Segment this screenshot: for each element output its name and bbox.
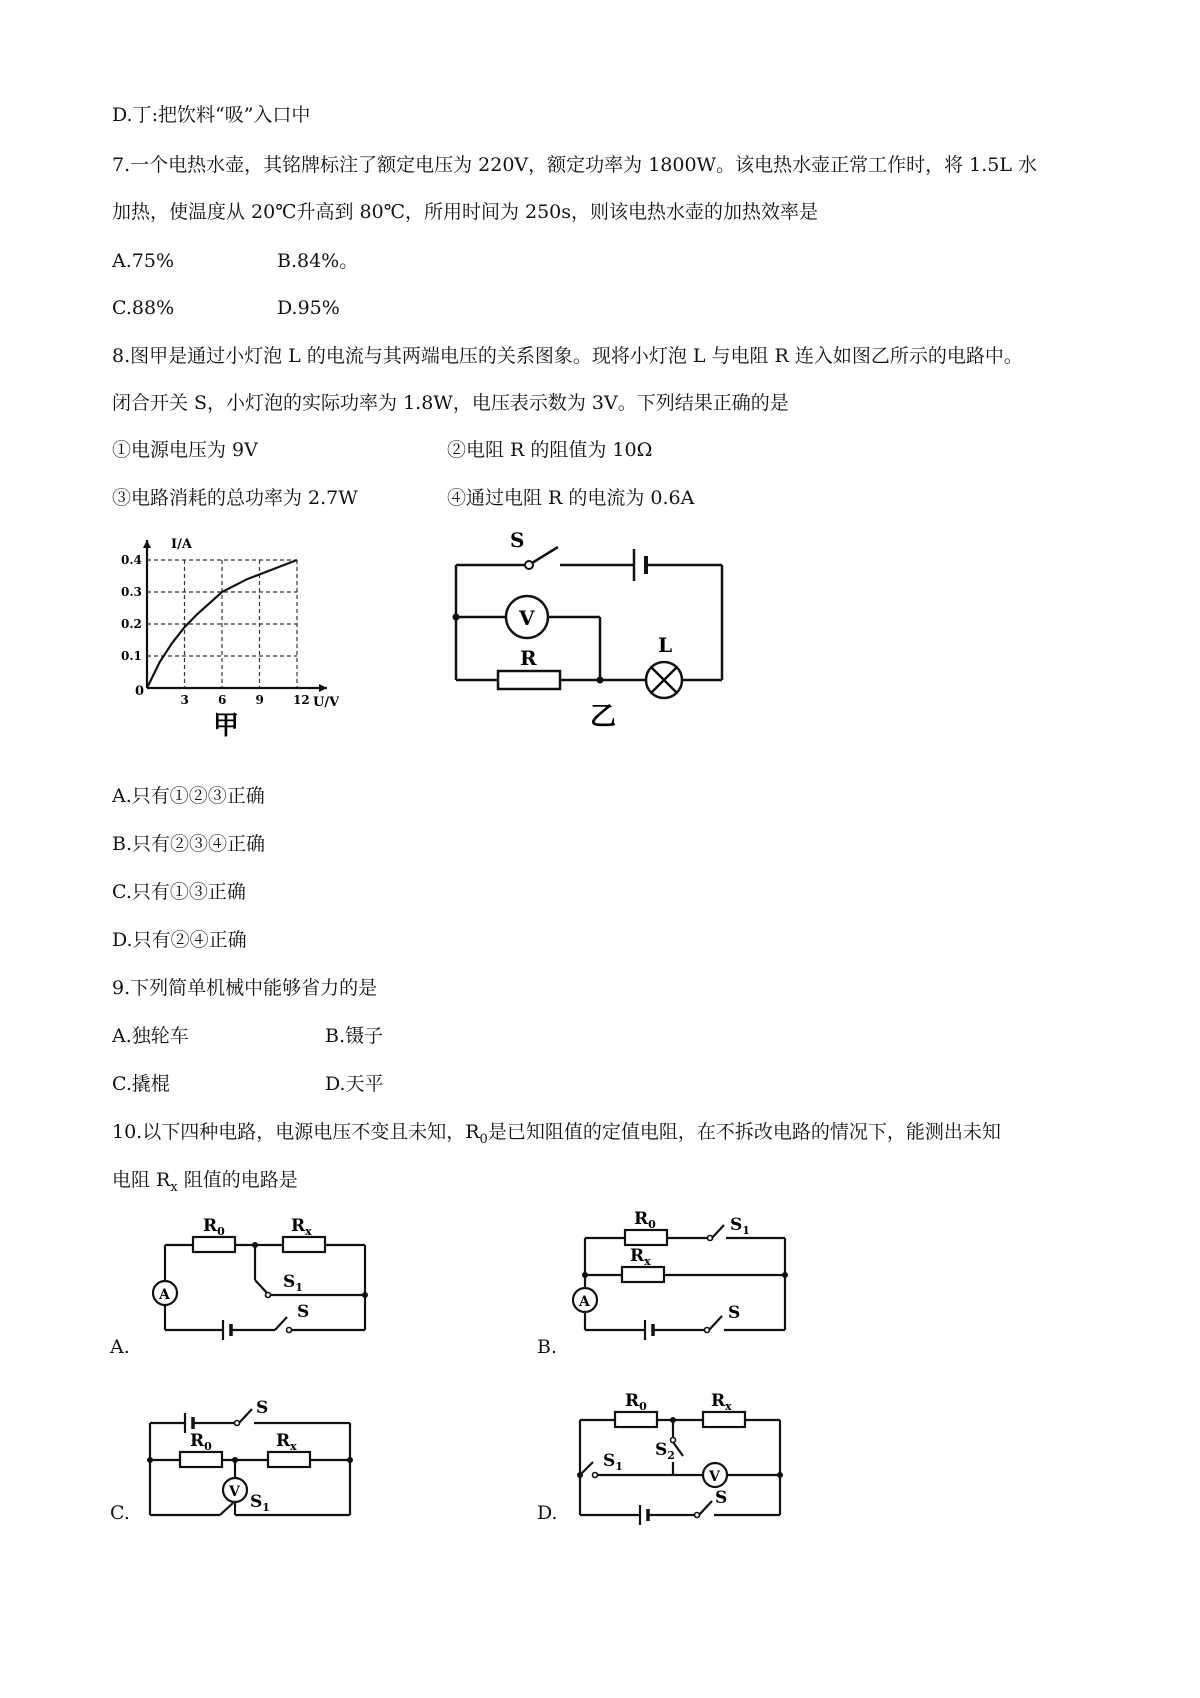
- circuit-lamp-label: L: [658, 633, 673, 657]
- q9-option-b: B.镊子: [325, 1025, 384, 1047]
- switch-s1-icon: [220, 1503, 233, 1515]
- svg-text:S2: $S_2$: [655, 1440, 675, 1462]
- q9-option-d: D.天平: [325, 1073, 384, 1095]
- q7-option-d: D.95%: [277, 297, 340, 319]
- y-tick-label: 0.3: [121, 585, 142, 599]
- svg-text:A: A: [579, 1294, 590, 1310]
- svg-text:S1: $S_1$: [603, 1451, 623, 1473]
- switch-s1-icon: [712, 1225, 724, 1238]
- circuit-switch-label: S: [510, 528, 525, 552]
- q10-option-b-letter: B.: [537, 1336, 558, 1358]
- q8-graph-jia: [105, 530, 355, 750]
- q10-circuit-a: [125, 1205, 385, 1355]
- rx-icon: [268, 1452, 310, 1467]
- svg-text:Rx: $R_x$: [711, 1391, 732, 1413]
- switch-s1-icon: [580, 1462, 593, 1475]
- svg-text:S1: $S_1$: [730, 1215, 750, 1237]
- q9-stem: 9.下列简单机械中能够省力的是: [112, 977, 378, 999]
- q8-statement-2: ②电阻 R 的阻值为 10Ω: [447, 439, 653, 461]
- rx-icon: [622, 1267, 664, 1282]
- r0-icon: [625, 1230, 667, 1245]
- svg-text:S1: $S_1$: [283, 1272, 303, 1294]
- svg-text:V: V: [229, 1484, 240, 1500]
- rx-icon: [703, 1412, 745, 1427]
- q9-option-c: C.撬棍: [112, 1073, 170, 1095]
- q8-stem-line2: 闭合开关 S，小灯泡的实际功率为 1.8W，电压表示数为 3V。下列结果正确的是: [112, 392, 789, 414]
- q8-statement-4: ④通过电阻 R 的电流为 0.6A: [447, 487, 695, 509]
- y-axis-arrow-icon: [143, 540, 151, 548]
- svg-text:R0: $R_0$: [190, 1431, 212, 1453]
- resistor-r-icon: [498, 671, 560, 689]
- graph-caption: 甲: [213, 711, 240, 741]
- graph-axes: [143, 540, 327, 692]
- svg-text:V: V: [709, 1469, 720, 1485]
- svg-text:S: S: [728, 1303, 741, 1323]
- graph-grid: [147, 560, 297, 688]
- q7-option-b: B.84%。: [277, 250, 359, 272]
- q10-stem-line1: 10.以下四种电路，电源电压不变且未知，$R_0$是已知阻值的定值电阻，在不拆改电路的情况下，能测出未知: [112, 1121, 1001, 1147]
- switch-s-icon: [532, 547, 558, 563]
- y-tick-label: 0.2: [121, 617, 142, 631]
- x-tick-label: 9: [255, 693, 264, 707]
- svg-text:R0: $R_0$: [203, 1216, 225, 1238]
- q8-circuit-yi: [440, 525, 760, 745]
- switch-s1-icon: [255, 1280, 267, 1293]
- q6-option-d: D.丁:把饮料“吸”入口中: [112, 104, 311, 126]
- rx-icon: [283, 1237, 325, 1252]
- svg-text:R0: $R_0$: [634, 1209, 656, 1231]
- r0-icon: [615, 1412, 657, 1427]
- switch-s-icon: [699, 1501, 712, 1515]
- y-tick-label: 0.1: [121, 649, 142, 663]
- svg-text:S: S: [256, 1398, 269, 1418]
- r0-icon: [180, 1452, 222, 1467]
- q8-statement-3: ③电路消耗的总功率为 2.7W: [112, 487, 358, 509]
- svg-text:Rx: $R_x$: [291, 1216, 312, 1238]
- svg-text:S1: $S_1$: [250, 1492, 270, 1514]
- q10-option-d-letter: D.: [537, 1502, 558, 1524]
- q10-circuit-d: [555, 1380, 815, 1540]
- q8-option-b: B.只有②③④正确: [112, 833, 266, 855]
- x-axis-arrow-icon: [319, 684, 327, 692]
- graph-xlabel: U/V: [313, 695, 340, 710]
- q7-option-a: A.75%: [112, 250, 174, 272]
- svg-text:R0: $R_0$: [625, 1391, 647, 1413]
- x-tick-label: 3: [180, 693, 189, 707]
- circuit-voltmeter-label: V: [519, 606, 535, 630]
- q10-option-c-letter: C.: [110, 1502, 130, 1524]
- q9-option-a: A.独轮车: [112, 1025, 189, 1047]
- svg-text:S: S: [715, 1488, 728, 1508]
- r0-icon: [193, 1237, 235, 1252]
- y-tick-label: 0.4: [121, 553, 142, 567]
- q7-stem-line1: 7.一个电热水壶，其铭牌标注了额定电压为 220V，额定功率为 1800W。该电热水壶正常工作时，将 1.5L 水: [112, 154, 1037, 176]
- switch-s-icon: [275, 1317, 287, 1330]
- graph-origin-label: 0: [135, 684, 145, 699]
- svg-text:A: A: [159, 1287, 170, 1303]
- q10-circuit-c: [130, 1385, 390, 1535]
- circuit-caption: 乙: [590, 702, 617, 732]
- switch-s-icon: [239, 1409, 252, 1423]
- svg-text:S: S: [297, 1302, 310, 1322]
- q8-stem-line1: 8.图甲是通过小灯泡 L 的电流与其两端电压的关系图象。现将小灯泡 L 与电阻 R 连入如图乙所示的电路中。: [112, 345, 1023, 367]
- q10-option-a-letter: A.: [110, 1336, 130, 1358]
- q8-option-d: D.只有②④正确: [112, 929, 247, 951]
- svg-text:Rx: $R_x$: [276, 1431, 297, 1453]
- svg-text:Rx: $R_x$: [630, 1246, 651, 1268]
- q8-option-a: A.只有①②③正确: [112, 785, 265, 807]
- circuit-resistor-label: R: [520, 646, 537, 670]
- q8-option-c: C.只有①③正确: [112, 881, 246, 903]
- switch-s-icon: [709, 1316, 722, 1330]
- x-tick-label: 6: [218, 693, 227, 707]
- q10-circuit-b: [560, 1200, 820, 1350]
- q10-stem-line2: 电阻 $R_x$ 阻值的电路是: [112, 1169, 298, 1195]
- q8-statement-1: ①电源电压为 9V: [112, 439, 258, 461]
- graph-ylabel: I/A: [171, 537, 192, 552]
- x-tick-label: 12: [293, 693, 310, 707]
- q7-option-c: C.88%: [112, 297, 175, 319]
- q7-stem-line2: 加热，使温度从 20℃升高到 80℃，所用时间为 250s，则该电热水壶的加热效率是: [112, 201, 818, 223]
